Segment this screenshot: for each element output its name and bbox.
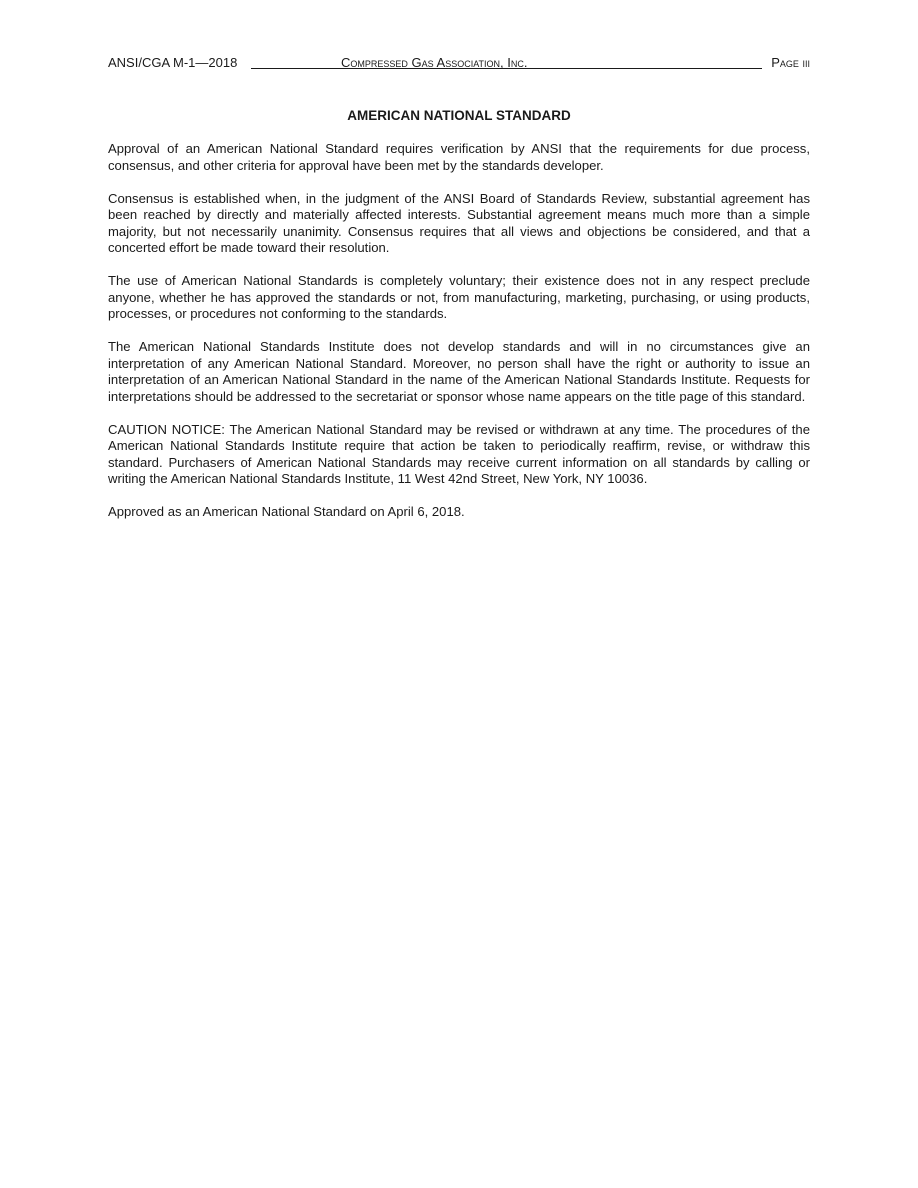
running-header bbox=[108, 55, 810, 73]
paragraph-voluntary-use: The use of American National Standards is completely voluntary; their existence does not in any respect preclude anyone, whether he has approved the standards or not, from manufacturing, marketing, purchasing, or using products, processes, or procedures not conforming to the standards. bbox=[108, 273, 810, 321]
paragraph-consensus: Consensus is established when, in the judgment of the ANSI Board of Standards Review, substantial agreement has been reached by directly and materially affected interests. Substantial agreement means much more than a simple majority, but not necessarily unanimity. Consensus requires that all views and objections be considered, and that a concerted effort be made toward their resolution. bbox=[108, 190, 810, 255]
page-title: AMERICAN NATIONAL STANDARD bbox=[347, 108, 571, 123]
paragraph-interpretation: The American National Standards Institute does not develop standards and will in no circumstances give an interpretation of any American National Standard. Moreover, no person shall have the right or authority to issue an interpretation of an American National Standard in the name of the American National Standards Institute. Requests for interpretations should be addressed to the secretariat or sponsor whose name appears on the title page of this standard. bbox=[108, 339, 810, 404]
paragraph-caution-notice: CAUTION NOTICE: The American National Standard may be revised or withdrawn at any time. The procedures of the American National Standards Institute require that action be taken to periodically reaffirm, revise, or withdraw this standard. Purchasers of American National Standards may receive current information on all standards by calling or writing the American National Standards Institute, 11 West 42nd Street, New York, NY 10036. bbox=[108, 421, 810, 486]
paragraph-approval-date: Approved as an American National Standard on April 6, 2018. bbox=[108, 504, 465, 519]
body-text bbox=[108, 141, 810, 537]
header-organization: Compressed Gas Association, Inc. bbox=[341, 55, 528, 70]
header-document-id: ANSI/CGA M-1—2018 bbox=[108, 55, 238, 70]
header-page-number: Page iii bbox=[771, 55, 810, 70]
paragraph-approval: Approval of an American National Standard requires verification by ANSI that the requirements for due process, consensus, and other criteria for approval have been met by the standards developer. bbox=[108, 141, 810, 173]
